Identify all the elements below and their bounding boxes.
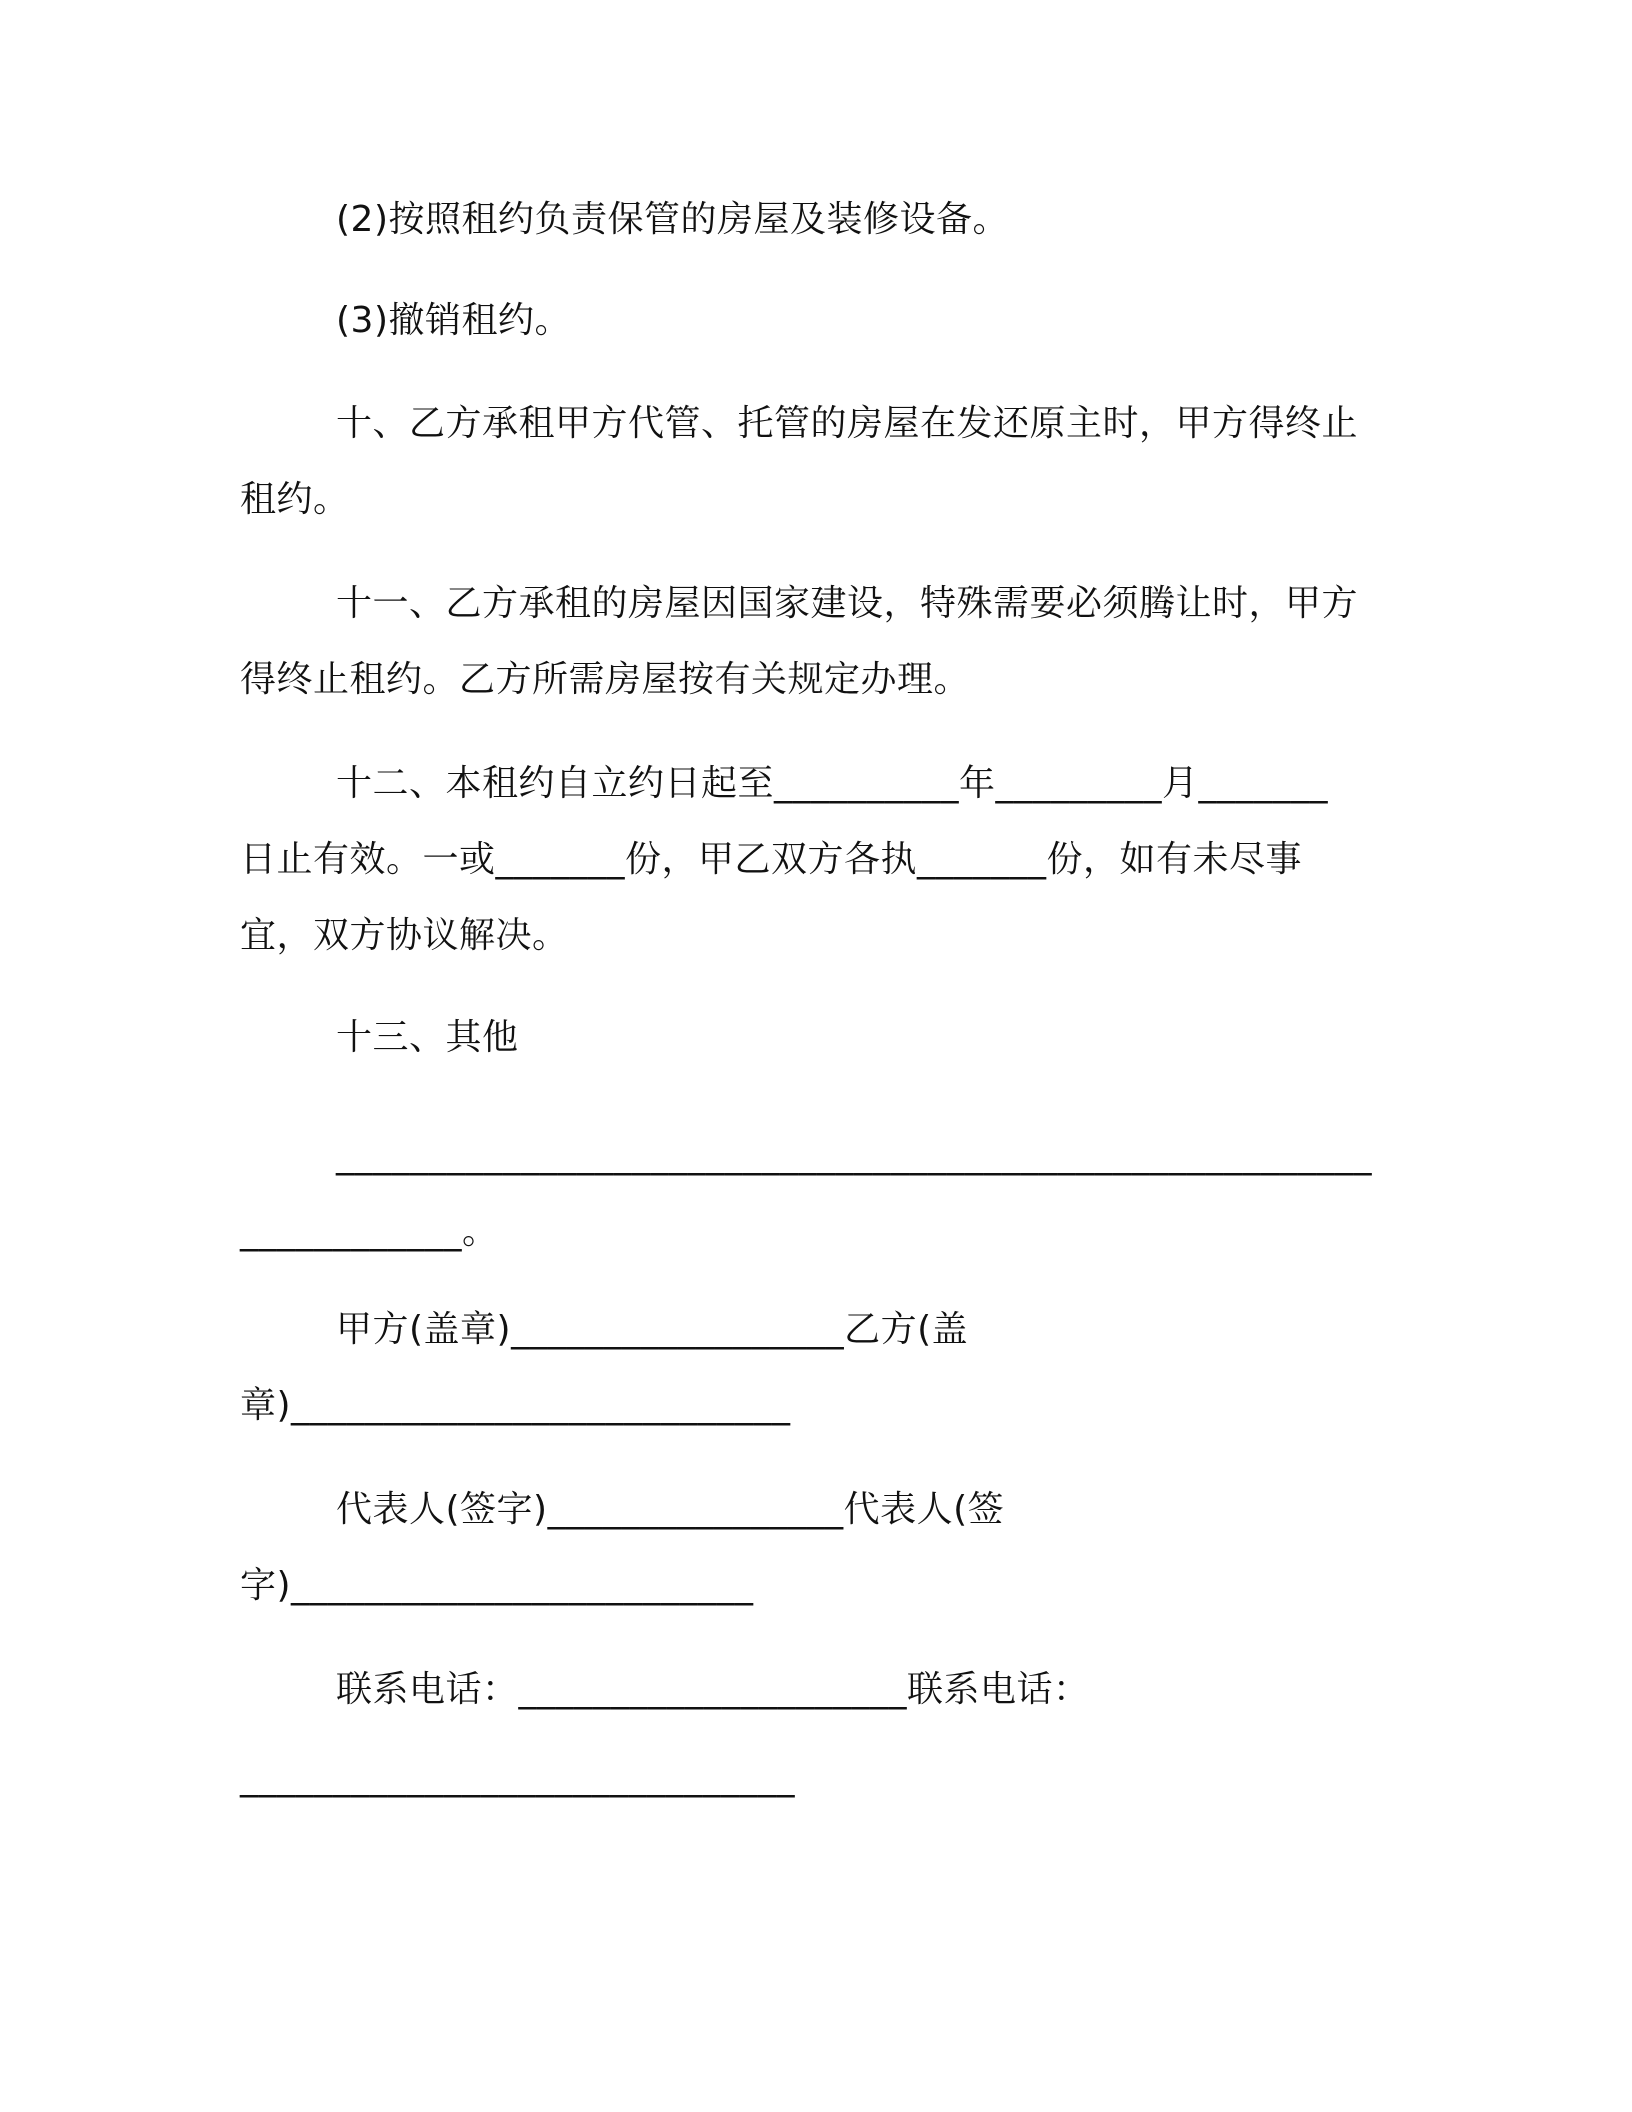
clause-12-line-2: 日止有效。一或_______份，甲乙双方各执_______份，如有未尽事 [240, 839, 1303, 880]
clause-10-line-1: 十、乙方承租甲方代管、托管的房屋在发还原主时，甲方得终止 [336, 403, 1359, 444]
clause-13-blank-line-1: ________________________________________________________ [336, 1135, 1372, 1176]
clause-13-title: 十三、其他 [336, 1017, 519, 1058]
clause-11-line-2: 得终止租约。乙方所需房屋按有关规定办理。 [240, 659, 971, 700]
clause-10-line-2: 租约。 [240, 479, 350, 520]
clause-13-blank-line-2: ____________。 [240, 1211, 499, 1252]
seal-line-1: 甲方(盖章)__________________乙方(盖 [336, 1309, 969, 1350]
phone-line-2: ______________________________ [240, 1757, 795, 1798]
clause-12-line-1: 十二、本租约自立约日起至__________年_________月_______ [336, 763, 1329, 804]
clause-12-line-3: 宜，双方协议解决。 [240, 915, 569, 956]
clause-9-item-2: (2)按照租约负责保管的房屋及装修设备。 [336, 199, 1009, 240]
seal-line-2: 章)___________________________ [240, 1385, 791, 1426]
representative-line-2: 字)_________________________ [240, 1565, 754, 1606]
clause-11-line-1: 十一、乙方承租的房屋因国家建设，特殊需要必须腾让时，甲方 [336, 583, 1359, 624]
clause-9-item-3: (3)撤销租约。 [336, 300, 571, 341]
phone-line-1: 联系电话：_____________________联系电话： [336, 1669, 1090, 1710]
representative-line-1: 代表人(签字)________________代表人(签 [336, 1489, 1005, 1530]
